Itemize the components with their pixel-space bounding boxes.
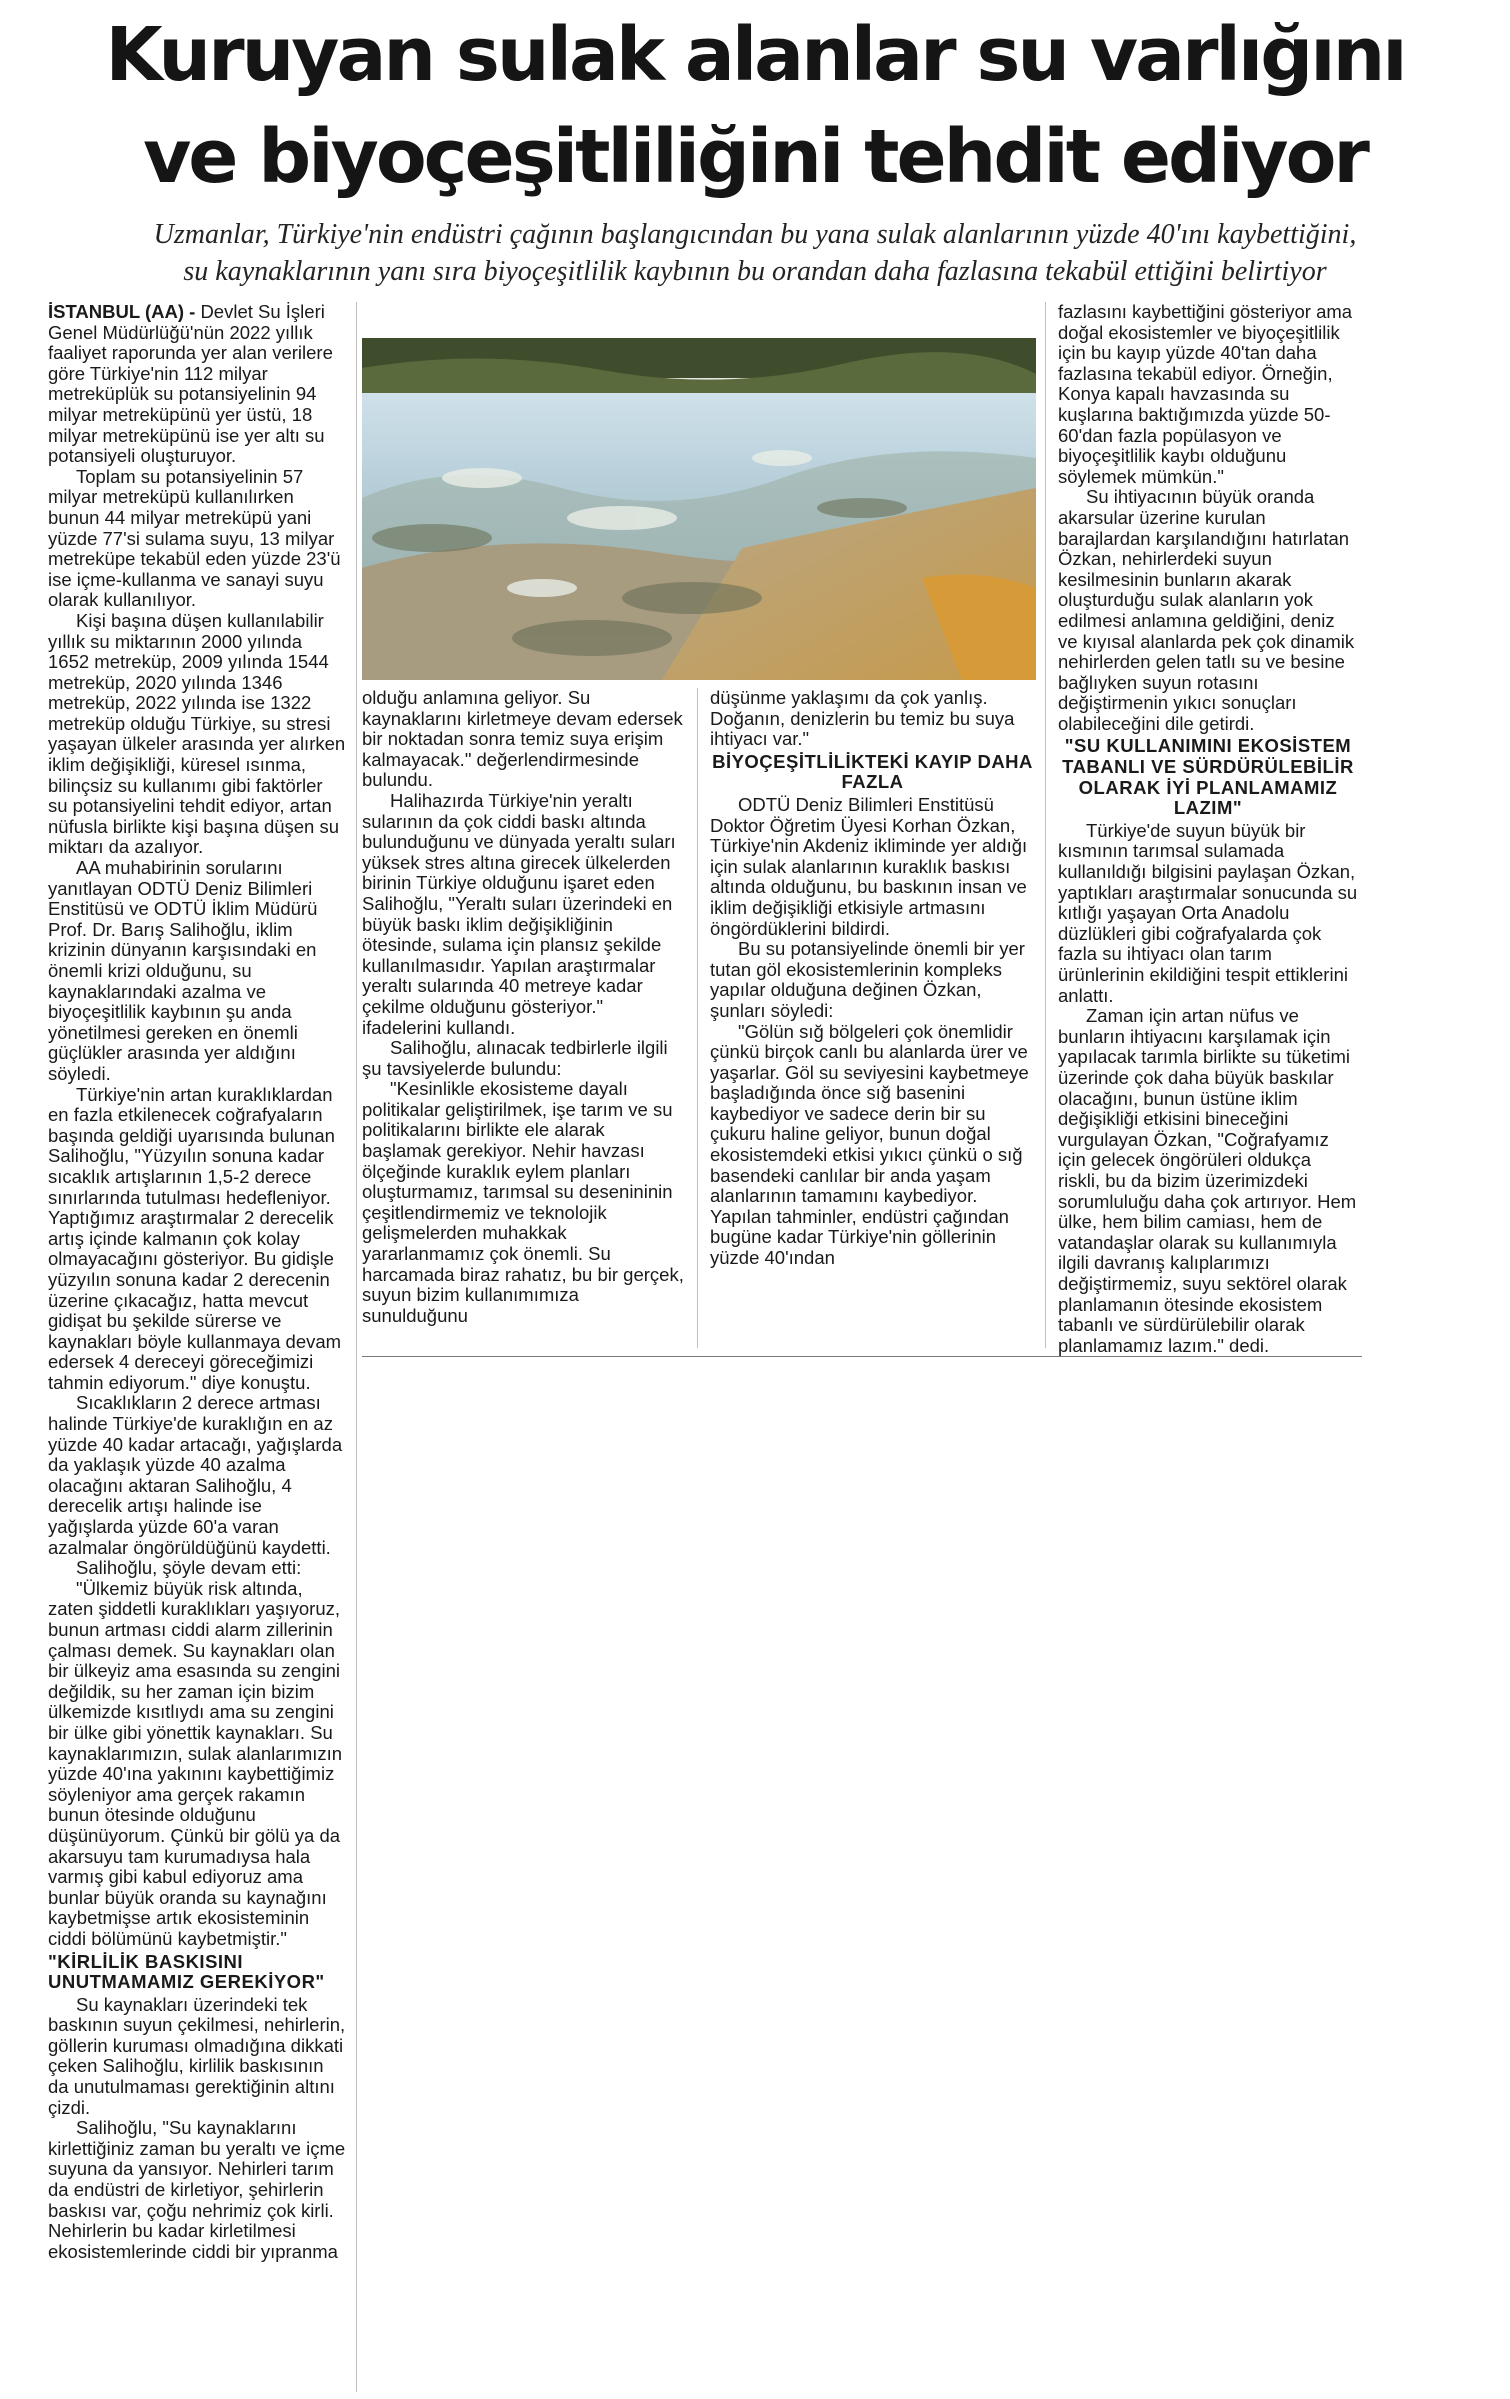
headline-line-2: ve biyoçeşitliliğini tehdit ediyor xyxy=(143,114,1367,200)
subheading: "SU KULLANIMINI EKOSİSTEM TABANLI VE SÜRDÜRÜLEBİLİR OLARAK İYİ PLANLAMAMIZ LAZIM" xyxy=(1062,735,1354,819)
paragraph: Bu su potansiyelinde önemli bir yer tutan göl ekosistemlerinin kompleks yapılar olduğuna değinen Özkan, şunları söyledi: xyxy=(710,938,1025,1021)
paragraph: ODTÜ Deniz Bilimleri Enstitüsü Doktor Öğretim Üyesi Korhan Özkan, Türkiye'nin Akdeniz ikliminde yer aldığı için sulak alanlarının kuraklık baskısı altında olduğunu, bu baskının insan ve iklim değişikliği etkisiyle artmasını öngördüklerini bildirdi. xyxy=(710,793,1028,939)
column-divider xyxy=(697,688,698,1348)
paragraph: "Kesinlikle ekosisteme dayalı politikalar geliştirilmek, işe tarım ve su politikalarını birlikte ele alarak başlamak gerekiyor. Nehir havzası ölçeğinde kuraklık eylem planları oluşturmamız, tarımsal su desenininin çeşitlendirmemiz ve teknolojik gelişmelerden muhakkak yararlanmamız çok önemli. Su harcamada biraz rahatız, bu bir gerçek, suyun bizim kullanımımıza sunulduğunu xyxy=(362,1078,684,1326)
column-divider xyxy=(356,302,357,2392)
paragraph: "Ülkemiz büyük risk altında, zaten şiddetli kuraklıkları yaşıyoruz, bunun artması ciddi alarm zillerinin çalması demek. Su kaynakları olan bir ülkeyiz ama esasında su zengini değildik, su her zaman için bizim ülkemizde kısıtlıydı ama su zengini bir ülke gibi yönettik kaynakları. Su kaynaklarımızın, sulak alanlarımızın yüzde 40'ına yakınını kaybettiğimiz söyleniyor ama gerçek rakamın bunun ötesinde olduğunu düşünüyorum. Çünkü bir gölü ya da akarsuyu tam kurumadıysa hala varmış gibi kabul ediyoruz ama bunlar büyük oranda su kaynağını kaybetmişse artık ekosisteminin ciddi bölümünü kaybetmiştir." xyxy=(48,1577,343,1949)
headline xyxy=(0,4,1510,208)
paragraph: Salihoğlu, "Su kaynaklarını kirlettiğiniz zaman bu yeraltı ve içme suyuna da yansıyor. Nehirleri tarım da endüstri de kirletiyor, şehirlerin baskısı var, çoğu nehrimiz çok kirli. Nehirlerin bu kadar kirletilmesi ekosistemlerinde ciddi bir yıpranma xyxy=(48,2117,346,2262)
paragraph: Kişi başına düşen kullanılabilir yıllık su miktarının 2000 yılında 1652 metreküp, 2009 yılında 1544 metreküp, 2020 yılında 1346 metreküp, 2022 yılında ise 1322 metreküp olduğu Türkiye, su stresi yaşayan ülkeler arasında yer alırken iklim değişikliği, küresel ısınma, bilinçsiz su kullanımı gibi faktörler su potansiyelini tehdit ediyor, artan nüfusla birlikte kişi başına düşen su miktarı da azalıyor. xyxy=(48,609,346,858)
paragraph: Salihoğlu, alınacak tedbirlerle ilgili şu tavsiyelerde bulundu: xyxy=(362,1037,668,1079)
column-4 xyxy=(1058,302,1358,1356)
column-1 xyxy=(48,302,346,2262)
column-3 xyxy=(710,688,1035,1269)
spot-line-1: Uzmanlar, Türkiye'nin endüstri çağının başlangıcından bu yana sulak alanlarının yüzde 40'ını kaybettiğini, xyxy=(153,219,1357,250)
paragraph: Zaman için artan nüfus ve bunların ihtiyacını karşılamak için yapılacak tarımla birlikte su tüketimi üzerinde çok daha büyük baskılar olacağını, bunun üstüne iklim değişikliği etkisini bineceğini vurgulayan Özkan, "Coğrafyamız için gelecek öngörüleri oldukça riskli, bu da bizim üzerimizdeki sorumluluğu daha çok artırıyor. Hem ülke, hem bilim camiası, hem de vatandaşlar olarak su kullanımıyla ilgili davranış kalıplarımızı değiştirmemiz, suyu sektörel olarak planlamanın ötesinde ekosistem tabanlı ve sürdürülebilir olarak planlamamız lazım." dedi. xyxy=(1058,1005,1357,1356)
paragraph: olduğu anlamına geliyor. Su kaynaklarını kirletmeye devam edersek bir noktadan sonra temiz suya erişim kalmayacak." değerlendirmesinde bulundu. xyxy=(362,687,683,791)
paragraph xyxy=(48,302,346,467)
paragraph: AA muhabirinin sorularını yanıtlayan ODTÜ Deniz Bilimleri Enstitüsü ve ODTÜ İklim Müdürü Prof. Dr. Barış Salihoğlu, iklim krizinin dünyanın karşısındaki en önemli krizi olduğunu, su kaynaklarındaki azalma ve biyoçeşitlilik kaybının şu anda yönetilmesi gereken en önemli güçlükler arasında yer aldığını söyledi. xyxy=(48,857,318,1084)
spot-subtitle xyxy=(0,216,1510,290)
column-2 xyxy=(362,688,687,1326)
column-divider xyxy=(1045,302,1046,1348)
paragraph: düşünme yaklaşımı da çok yanlış. Doğanın, denizlerin bu temiz bu suya ihtiyacı var." xyxy=(710,687,1015,750)
dateline: İSTANBUL (AA) - xyxy=(48,301,196,322)
paragraph: Su ihtiyacının büyük oranda akarsular üzerine kurulan barajlardan karşılandığını hatırlatan Özkan, nehirlerdeki suyun kesilmesinin bunların akarak oluşturduğu sulak alanların yok edilmesi anlamına geldiğini, deniz ve kıyısal alanlarda pek çok dinamik nehirlerden gelen tatlı su ve besine bağlıyken suyun rotasını değiştirmenin yıkıcı sonuçları olabileceğini dile getirdi. xyxy=(1058,486,1355,734)
subheading: BİYOÇEŞİTLİLİKTEKİ KAYIP DAHA FAZLA xyxy=(712,750,1033,793)
paragraph: Su kaynakları üzerindeki tek baskının suyun çekilmesi, nehirlerin, göllerin kuruması olmadığına dikkati çeken Salihoğlu, kirlilik baskısının da unutulmaması gerektiğinin altını çizdi. xyxy=(48,1993,346,2118)
headline-line-1: Kuruyan sulak alanlar su varlığını xyxy=(105,12,1405,98)
subheading: "KİRLİLİK BASKISINI UNUTMAMAMIZ GEREKİYOR" xyxy=(48,1950,325,1993)
paragraph: fazlasını kaybettiğini gösteriyor ama doğal ekosistemler ve biyoçeşitlilik için bu kayıp yüzde 40'tan daha fazlasına tekabül ediyor. Örneğin, Konya kapalı havzasında su kuşlarına baktığımızda yüzde 50-60'dan fazla popülasyon ve biyoçeşitlilik kaybı olduğunu söylemek mümkün." xyxy=(1058,301,1353,487)
paragraph: Halihazırda Türkiye'nin yeraltı sularının da çok ciddi baskı altında bulunduğunu ve dünyada yeraltı suları yüksek stres altına girecek ülkelerden birinin Türkiye olduğunu işaret eden Salihoğlu, "Yeraltı suları üzerindeki en büyük baskı iklim değişikliğinin ötesinde, sulama için plansız şekilde kullanılmasıdır. Yapılan araştırmalar yeraltı sularında 40 metreye kadar çekilme olduğunu gösteriyor." ifadelerini kullandı. xyxy=(362,789,676,1038)
paragraph: Toplam su potansiyelinin 57 milyar metreküpü kullanılırken bunun 44 milyar metreküpü yani yüzde 77'si sulama suyu, 13 milyar metreküpe tekabül eden yüzde 23'ü ise içme-kullanma ve sanayi suyu olarak kullanılıyor. xyxy=(48,465,341,611)
dry-wetland-photo xyxy=(362,338,1036,680)
paragraph-text: Devlet Su İşleri Genel Müdürlüğü'nün 2022 yıllık faaliyet raporunda yer alan verilere göre Türkiye'nin 112 milyar metreküplük su potansiyelinin 94 milyar metreküpünü yer üstü, 18 milyar metreküpünü ise yer altı su potansiyeli oluşturuyor. xyxy=(48,301,333,467)
paragraph: Sıcaklıkların 2 derece artması halinde Türkiye'de kuraklığın en az yüzde 40 kadar artacağı, yağışlarda da yaklaşık yüzde 40 azalma olacağını aktaran Salihoğlu, 4 derecelik artışı halinde ise yağışlarda yüzde 60'a varan azalmalar öngörüldüğünü kaydetti. xyxy=(48,1392,343,1558)
paragraph: Türkiye'de suyun büyük bir kısmının tarımsal sulamada kullanıldığı bilgisini paylaşan Özkan, yaptıkları araştırmalar sonucunda su kıtlığı yaşayan Orta Anadolu düzlükleri gibi coğrafyalarda çok fazla su ihtiyacı olan tarım ürünlerinin ekildiğini tespit ettiklerini anlattı. xyxy=(1058,819,1358,1006)
spot-line-2: su kaynaklarının yanı sıra biyoçeşitlilik kaybının bu orandan daha fazlasına tekabül ettiğini belirtiyor xyxy=(183,256,1327,287)
paragraph: "Gölün sığ bölgeleri çok önemlidir çünkü birçok canlı bu alanlarda ürer ve yaşarlar. Göl su seviyesini kaybetmeye başladığında önce sığ basenini kaybediyor ve sadece derin bir su çukuru haline geliyor, bunun doğal ekosistemdeki etkisi yıkıcı çünkü o sığ basendeki canlılar bir anda yaşam alanlarının tamamını kaybediyor. Yapılan tahminler, endüstri çağından bugüne kadar Türkiye'nin göllerinin yüzde 40'ından xyxy=(710,1020,1029,1269)
paragraph: Türkiye'nin artan kuraklıklardan en fazla etkilenecek coğrafyaların başında geldiği uyarısında bulunan Salihoğlu, "Yüzyılın sonuna kadar sıcaklık artışlarının 1,5-2 derece sınırlarında tutulması hedefleniyor. Yaptığımız araştırmalar 2 derecelik artış içinde kalmanın çok kolay olmayacağını gösteriyor. Bu gidişle yüzyılın sonuna kadar 2 derecenin üzerine çıkacağız, hatta mevcut gidişat bu şekilde sürerse ve kaynakları böyle kullanmaya devam edersek 4 dereceyi göreceğimizi tahmin ediyorum." diye konuştu. xyxy=(48,1083,342,1393)
bottom-rule xyxy=(362,1356,1362,1357)
paragraph: Salihoğlu, şöyle devam etti: xyxy=(76,1557,302,1579)
